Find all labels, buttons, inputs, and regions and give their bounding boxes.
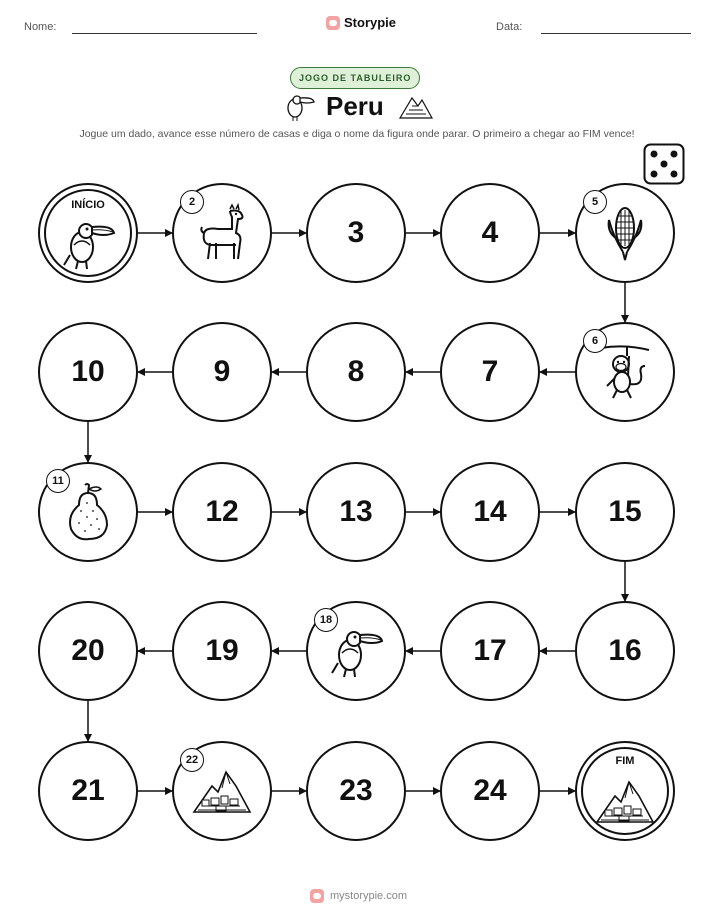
cell-number: 4 — [481, 216, 499, 249]
board-cell-14 — [440, 462, 540, 562]
board-cell-7 — [440, 322, 540, 422]
cell-number: 19 — [205, 634, 239, 667]
cell-number-badge: 18 — [314, 608, 338, 632]
cell-number: 17 — [473, 634, 507, 667]
name-label: Nome: — [24, 21, 57, 33]
cell-number: 15 — [608, 495, 642, 528]
board-cell-3 — [306, 183, 406, 283]
cell-number: 21 — [71, 774, 105, 807]
board-cell-4 — [440, 183, 540, 283]
board-cell-21 — [38, 741, 138, 841]
board-cell-20 — [38, 601, 138, 701]
cell-number-badge: 22 — [180, 748, 204, 772]
game-type-badge: JOGO DE TABULEIRO — [290, 67, 420, 89]
cell-number: 24 — [473, 774, 507, 807]
board-cell-17 — [440, 601, 540, 701]
pear-icon — [63, 481, 113, 543]
machu-picchu-icon — [595, 776, 655, 826]
end-cell — [575, 741, 675, 841]
date-label: Data: — [496, 21, 523, 33]
cell-number: 10 — [71, 355, 105, 388]
board-cell-12 — [172, 462, 272, 562]
cell-number: 7 — [481, 355, 499, 388]
end-label: FIM — [615, 755, 635, 767]
start-cell — [38, 183, 138, 283]
cell-number: 8 — [347, 355, 365, 388]
cell-number: 9 — [213, 355, 231, 388]
board-cell-19 — [172, 601, 272, 701]
start-label: INÍCIO — [71, 199, 105, 211]
board-cell-10 — [38, 322, 138, 422]
board-cell-13 — [306, 462, 406, 562]
board-cell-8 — [306, 322, 406, 422]
monkey-icon — [597, 342, 653, 402]
cell-number: 13 — [339, 495, 373, 528]
brand-text: Storypie — [344, 15, 397, 30]
cell-number: 12 — [205, 495, 239, 528]
storypie-icon — [310, 889, 324, 903]
cell-number: 14 — [473, 495, 507, 528]
cell-number-badge: 2 — [180, 190, 204, 214]
page-title: Peru — [326, 91, 384, 121]
machu-picchu-icon — [192, 766, 252, 816]
cell-number-badge: 5 — [583, 190, 607, 214]
footer — [310, 889, 407, 903]
cell-number: 23 — [339, 774, 373, 807]
llama-icon — [194, 203, 250, 263]
cell-number-badge: 6 — [583, 329, 607, 353]
board-cell-9 — [172, 322, 272, 422]
board-cell-16 — [575, 601, 675, 701]
cell-number-badge: 11 — [46, 469, 70, 493]
cell-number: 20 — [71, 634, 105, 667]
footer-url: mystorypie.com — [330, 890, 408, 902]
board-cell-23 — [306, 741, 406, 841]
instructions-text: Jogue um dado, avance esse número de casas e diga o nome da figura onde parar. O primeiro a chegar ao FIM vence! — [79, 128, 635, 140]
corn-icon — [603, 202, 647, 264]
cell-number: 16 — [608, 634, 642, 667]
board-cell-24 — [440, 741, 540, 841]
cell-number: 3 — [347, 216, 365, 249]
toucan-icon — [328, 623, 384, 679]
board-cell-15 — [575, 462, 675, 562]
toucan-icon — [60, 215, 116, 271]
